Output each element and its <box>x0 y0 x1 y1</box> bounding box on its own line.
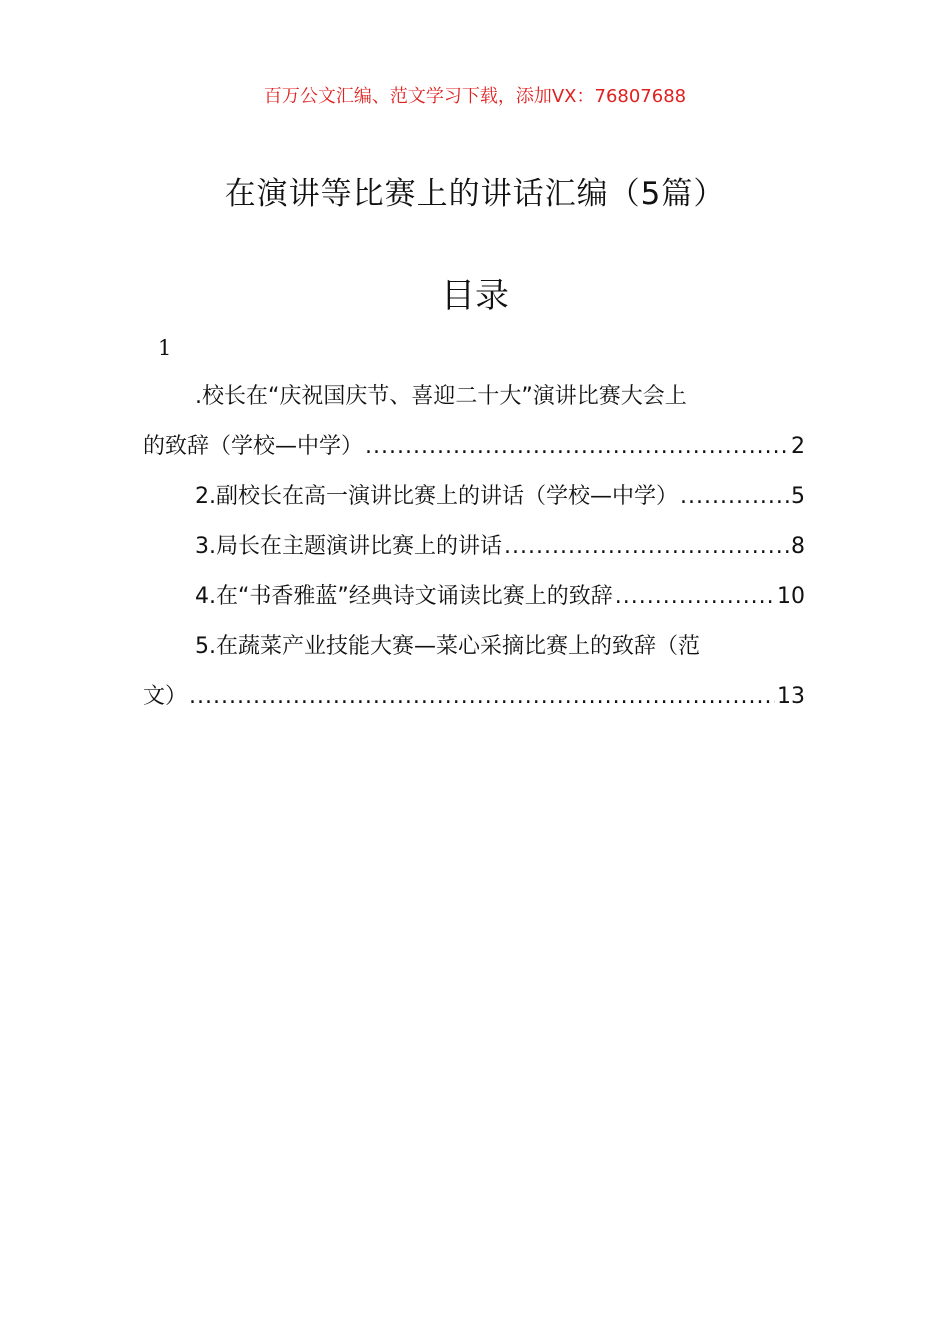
toc-entry-text: .校长在“庆祝国庆节、喜迎二十大”演讲比赛大会上 <box>195 384 687 409</box>
toc-entry-text: 2.副校长在高一演讲比赛上的讲话（学校—中学） <box>195 484 678 509</box>
toc-entry-2[interactable] <box>143 472 805 522</box>
toc-page-number: 10 <box>777 584 805 609</box>
toc-entry-text: 3.局长在主题演讲比赛上的讲话 <box>195 534 502 559</box>
stray-number: 1 <box>158 336 172 360</box>
toc-entry-text: 5.在蔬菜产业技能大赛—菜心采摘比赛上的致辞（范 <box>195 634 700 659</box>
toc-entry-5-line-1[interactable] <box>143 622 805 672</box>
toc-page-number: 2 <box>791 434 805 459</box>
dot-leader <box>189 672 775 722</box>
toc-entry-5-line-2[interactable] <box>143 672 805 722</box>
dot-leader <box>680 472 789 522</box>
toc-entry-4[interactable] <box>143 572 805 622</box>
toc-page-number: 5 <box>791 484 805 509</box>
toc-page-number: 13 <box>777 684 805 709</box>
toc-entry-text: 4.在“书香雅蓝”经典诗文诵读比赛上的致辞 <box>195 584 613 609</box>
toc-entry-1-line-2[interactable] <box>143 422 805 472</box>
toc-entry-text: 文） <box>143 684 188 709</box>
document-title: 在演讲等比赛上的讲话汇编（5篇） <box>224 176 726 212</box>
table-of-contents <box>143 372 805 722</box>
dot-leader <box>504 522 789 572</box>
dot-leader <box>615 572 775 622</box>
toc-heading: 目录 <box>441 276 509 316</box>
watermark-text: 百万公文汇编、范文学习下载，添加VX：76807688 <box>263 86 687 107</box>
toc-entry-1-line-1[interactable] <box>143 372 805 422</box>
toc-page-number: 8 <box>791 534 805 559</box>
toc-entry-3[interactable] <box>143 522 805 572</box>
dot-leader <box>365 422 789 472</box>
toc-entry-text: 的致辞（学校—中学） <box>143 434 364 459</box>
